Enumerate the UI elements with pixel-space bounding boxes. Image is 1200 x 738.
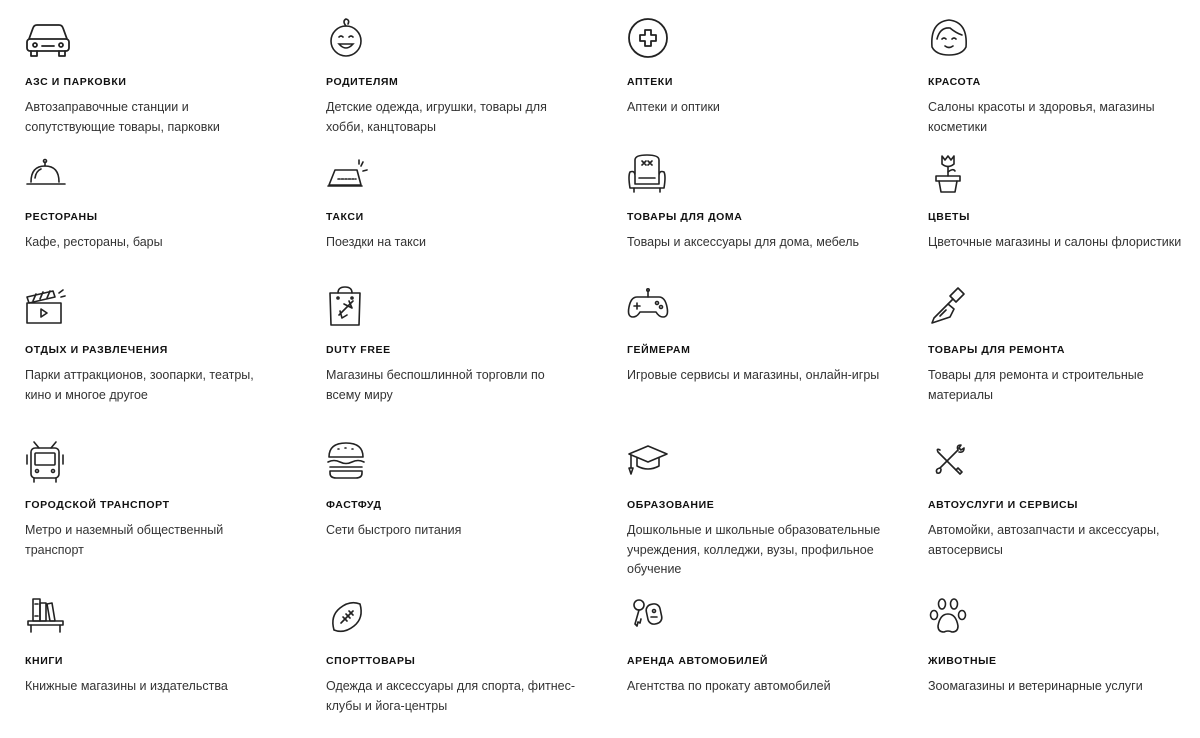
category-description: Салоны красоты и здоровья, магазины косметики xyxy=(928,100,1155,134)
woman-face-icon xyxy=(928,17,974,63)
category-title: ЖИВОТНЫЕ xyxy=(928,655,997,667)
burger-icon xyxy=(326,440,372,486)
category-description: Книжные магазины и издательства xyxy=(25,679,228,693)
category-title: КНИГИ xyxy=(25,655,64,667)
flower-pot-icon xyxy=(928,152,974,198)
category-description: Автозаправочные станции и сопутствующие товары, парковки xyxy=(25,100,220,134)
category-card-parents[interactable] xyxy=(326,17,581,134)
category-card-animals[interactable] xyxy=(928,596,1183,693)
category-description: Сети быстрого питания xyxy=(326,523,462,537)
category-description: Товары и аксессуары для дома, мебель xyxy=(627,235,859,249)
clapperboard-icon xyxy=(25,285,71,331)
category-card-city-transport[interactable] xyxy=(25,440,280,557)
category-title: РОДИТЕЛЯМ xyxy=(326,76,399,88)
category-description: Поездки на такси xyxy=(326,235,426,249)
wrench-screwdriver-icon xyxy=(928,440,974,486)
category-card-sports[interactable] xyxy=(326,596,581,713)
category-title: РЕСТОРАНЫ xyxy=(25,211,98,223)
category-title: ТАКСИ xyxy=(326,211,364,223)
category-title: АВТОУСЛУГИ И СЕРВИСЫ xyxy=(928,499,1079,511)
category-title: КРАСОТА xyxy=(928,76,981,88)
trowel-icon xyxy=(928,285,974,331)
category-title: ОБРАЗОВАНИЕ xyxy=(627,499,715,511)
category-description: Товары для ремонта и строительные материалы xyxy=(928,368,1144,402)
car-icon xyxy=(25,17,71,63)
category-card-entertainment[interactable] xyxy=(25,285,280,402)
category-card-auto-services[interactable] xyxy=(928,440,1183,557)
category-description: Аптеки и оптики xyxy=(627,100,720,114)
category-title: АПТЕКИ xyxy=(627,76,673,88)
paw-icon xyxy=(928,596,974,642)
category-description: Метро и наземный общественный транспорт xyxy=(25,523,224,557)
rugby-ball-icon xyxy=(326,596,372,642)
category-title: АРЕНДА АВТОМОБИЛЕЙ xyxy=(627,655,768,667)
category-card-gas-parking[interactable] xyxy=(25,17,280,134)
category-card-restaurants[interactable] xyxy=(25,152,280,249)
category-title: ЦВЕТЫ xyxy=(928,211,970,223)
category-title: СПОРТТОВАРЫ xyxy=(326,655,416,667)
category-title: ГЕЙМЕРАМ xyxy=(627,344,691,356)
category-card-beauty[interactable] xyxy=(928,17,1183,134)
category-title: АЗС И ПАРКОВКИ xyxy=(25,76,127,88)
category-card-repair[interactable] xyxy=(928,285,1183,402)
category-card-books[interactable] xyxy=(25,596,280,693)
category-card-home-goods[interactable] xyxy=(627,152,882,249)
category-card-fastfood[interactable] xyxy=(326,440,581,537)
taxi-sign-icon xyxy=(326,152,372,198)
graduation-cap-icon xyxy=(627,440,673,486)
duty-free-bag-icon xyxy=(326,285,372,331)
category-description: Цветочные магазины и салоны флористики xyxy=(928,235,1182,249)
category-description: Агентства по прокату автомобилей xyxy=(627,679,831,693)
baby-icon xyxy=(326,17,372,63)
trolleybus-icon xyxy=(25,440,71,486)
category-title: ТОВАРЫ ДЛЯ ДОМА xyxy=(627,211,743,223)
category-description: Парки аттракционов, зоопарки, театры, кино и многое другое xyxy=(25,368,254,402)
car-keys-icon xyxy=(627,596,673,642)
category-description: Магазины беспошлинной торговли по всему миру xyxy=(326,368,545,402)
category-description: Дошкольные и школьные образовательные учреждения, колледжи, вузы, профильное обучение xyxy=(627,523,881,576)
category-title: ФАСТФУД xyxy=(326,499,382,511)
category-description: Игровые сервисы и магазины, онлайн-игры xyxy=(627,368,880,382)
bookshelf-icon xyxy=(25,596,71,642)
category-card-flowers[interactable] xyxy=(928,152,1183,249)
gamepad-icon xyxy=(627,285,673,331)
category-title: DUTY FREE xyxy=(326,344,391,356)
category-description: Кафе, рестораны, бары xyxy=(25,235,163,249)
cloche-icon xyxy=(25,152,71,198)
category-description: Автомойки, автозапчасти и аксессуары, автосервисы xyxy=(928,523,1160,557)
category-title: ОТДЫХ И РАЗВЛЕЧЕНИЯ xyxy=(25,344,168,356)
category-card-car-rental[interactable] xyxy=(627,596,882,693)
category-title: ГОРОДСКОЙ ТРАНСПОРТ xyxy=(25,499,170,511)
armchair-icon xyxy=(627,152,673,198)
category-description: Зоомагазины и ветеринарные услуги xyxy=(928,679,1143,693)
category-description: Одежда и аксессуары для спорта, фитнес-клубы и йога-центры xyxy=(326,679,576,713)
category-card-duty-free[interactable] xyxy=(326,285,581,402)
category-card-pharmacies[interactable] xyxy=(627,17,882,114)
category-card-taxi[interactable] xyxy=(326,152,581,249)
category-card-education[interactable] xyxy=(627,440,882,576)
category-description: Детские одежда, игрушки, товары для хобби, канцтовары xyxy=(326,100,547,134)
medical-cross-icon xyxy=(627,17,673,63)
category-title: ТОВАРЫ ДЛЯ РЕМОНТА xyxy=(928,344,1066,356)
category-card-gamers[interactable] xyxy=(627,285,882,382)
